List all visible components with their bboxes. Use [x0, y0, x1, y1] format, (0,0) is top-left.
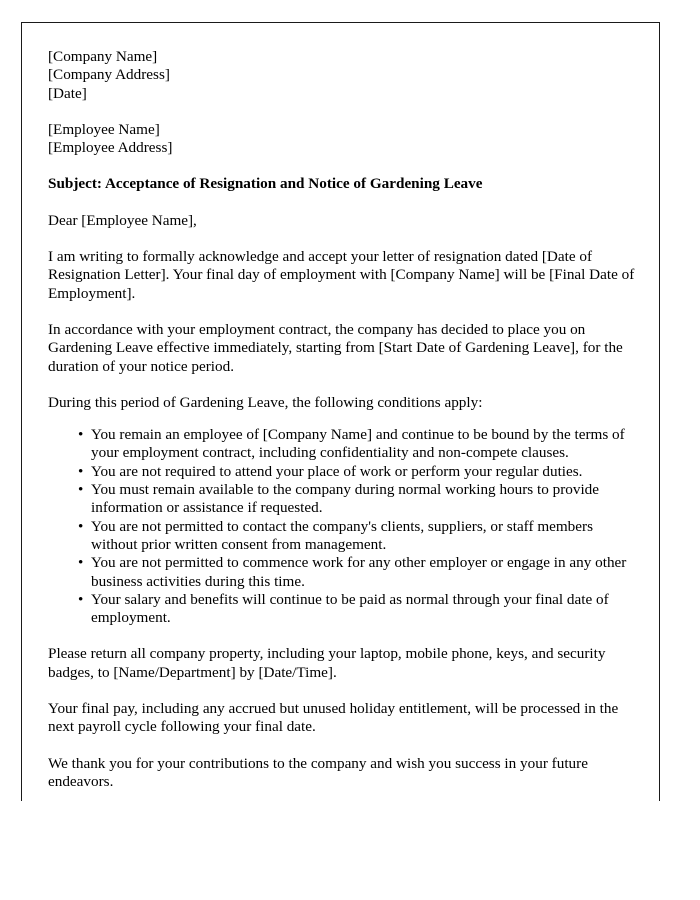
bullet-icon: • [78, 426, 84, 444]
paragraph-final-pay: Your final pay, including any accrued but unused holiday entitlement, will be processed in the next payroll cycle following your final date. [48, 700, 619, 736]
bullet-icon: • [78, 554, 84, 572]
bullet-icon: • [78, 462, 84, 480]
list-item [78, 426, 636, 463]
paragraph-gardening-leave: In accordance with your employment contract, the company has decided to place you on Gardening Leave effective immediately, starting from [Start Date of Gardening Leave], for the duration of your notice period. [48, 320, 623, 375]
recipient-address-block [48, 121, 636, 158]
bullet-icon: • [78, 481, 84, 499]
list-item-text: You must remain available to the company during normal working hours to provide information or assistance if requested. [91, 481, 599, 517]
date-line: [Date] [48, 84, 87, 102]
paragraph-property-return: Please return all company property, including your laptop, mobile phone, keys, and security badges, to [Name/Department] by [Date/Time]. [48, 645, 606, 681]
employee-address-line: [Employee Address] [48, 139, 173, 157]
company-name-line: [Company Name] [48, 48, 158, 65]
employee-name-line: [Employee Name] [48, 120, 160, 138]
list-item [78, 554, 636, 591]
list-item-text: You remain an employee of [Company Name] and continue to be bound by the terms of your employment contract, including confidentiality and non-compete clauses. [91, 426, 625, 462]
conditions-intro: During this period of Gardening Leave, the following conditions apply: [48, 393, 483, 411]
sender-address-block [48, 48, 636, 103]
list-item-text: You are not permitted to commence work for any other employer or engage in any other business activities during this time. [91, 554, 627, 590]
list-item-text: Your salary and benefits will continue to be paid as normal through your final date of employment. [91, 590, 609, 627]
paragraph-acknowledgement: I am writing to formally acknowledge and accept your letter of resignation dated [Date of Resignation Letter]. Your final day of employment with [Company Name] will be [Final Date of Employment]. [48, 248, 635, 302]
letter-body [48, 48, 636, 801]
salutation: Dear [Employee Name], [48, 211, 197, 229]
paragraph-closing-thanks: We thank you for your contributions to the company and wish you success in your future endeavors. [48, 754, 588, 790]
conditions-list [48, 426, 636, 627]
company-address-line: [Company Address] [48, 66, 170, 84]
list-item [78, 591, 636, 628]
list-item-text: You are not required to attend your place of work or perform your regular duties. [91, 462, 583, 480]
document-page [21, 22, 660, 801]
list-item-text: You are not permitted to contact the company's clients, suppliers, or staff members without prior written consent from management. [91, 517, 593, 553]
list-item [78, 518, 636, 555]
list-item [78, 481, 636, 518]
bullet-icon: • [78, 517, 84, 535]
subject-line: Subject: Acceptance of Resignation and Notice of Gardening Leave [48, 175, 483, 193]
bullet-icon: • [78, 590, 84, 608]
list-item [78, 463, 636, 481]
